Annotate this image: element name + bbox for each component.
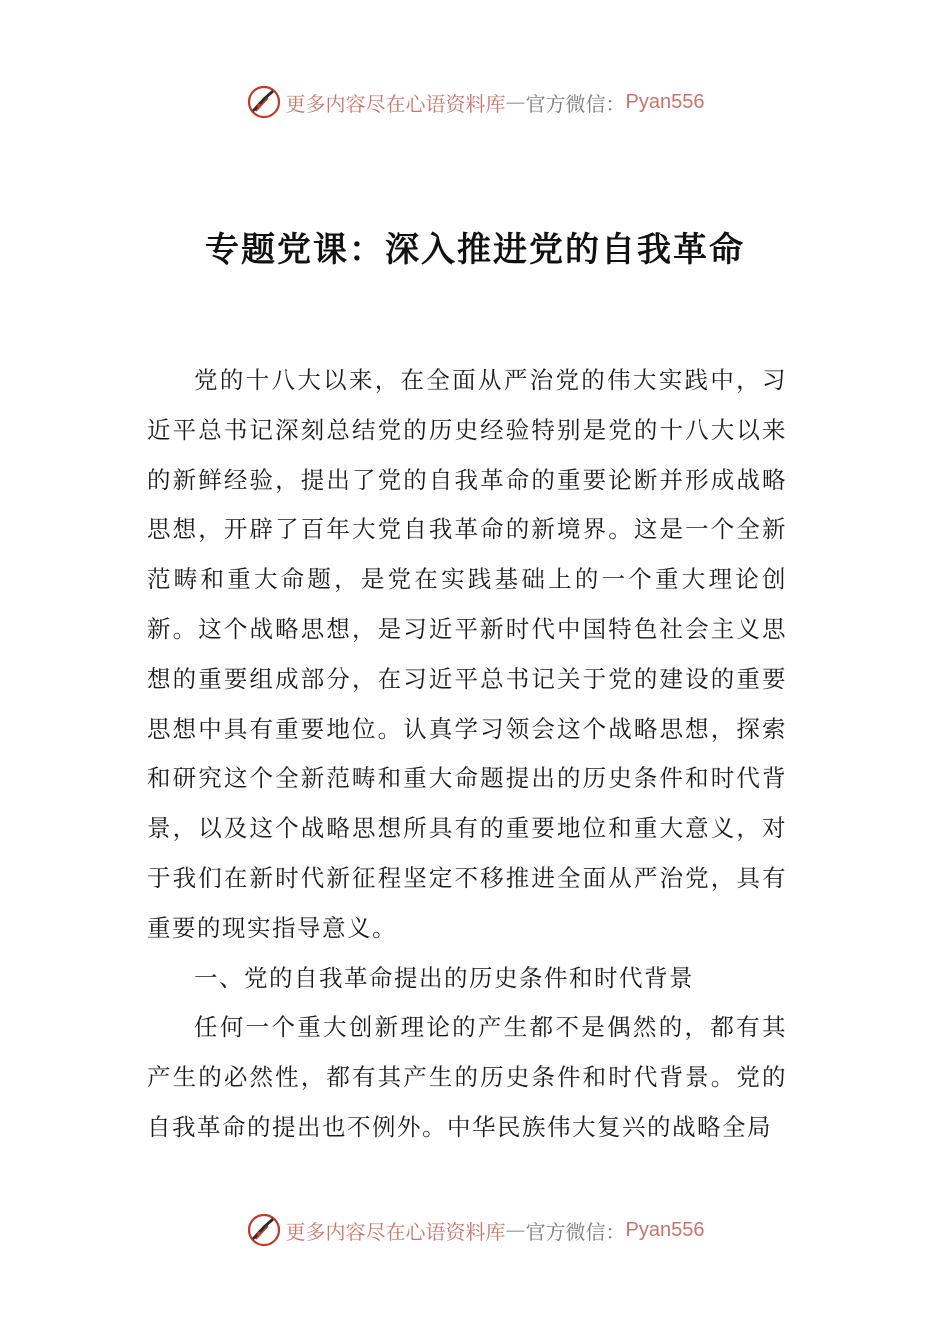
pen-logo-icon [246,84,282,120]
banner-wechat-label: 官方微信： [525,1219,626,1244]
section-heading: 一、党的自我革命提出的历史条件和时代背景 [194,963,694,992]
pen-logo-icon [246,1212,282,1248]
banner-wechat-id: Pyan556 [625,1218,705,1241]
document-title: 专题党课：深入推进党的自我革命 [205,230,745,270]
document-body [147,356,787,1153]
body-paragraph: 任何一个重大创新理论的产生都不是偶然的，都有其产生的必然性，都有其产生的历史条件和时代背景。党的自我革命的提出也不例外。中华民族伟大复兴的战略全局 [147,1013,787,1141]
banner-brand-text: 更多内容尽在心语资料库 [285,1219,506,1244]
header-banner [0,82,950,122]
banner-dash: — [505,1218,526,1242]
banner-wechat-label: 官方微信： [525,91,626,116]
footer-banner [0,1210,950,1250]
banner-brand-text: 更多内容尽在心语资料库 [285,91,506,116]
banner-wechat-id: Pyan556 [625,90,705,113]
body-paragraph: 党的十八大以来，在全面从严治党的伟大实践中，习近平总书记深刻总结党的历史经验特别是党的十八大以来的新鲜经验，提出了党的自我革命的重要论断并形成战略思想，开辟了百年大党自我革命的新境界。这是一个全新范畴和重大命题，是党在实践基础上的一个重大理论创新。这个战略思想，是习近平新时代中国特色社会主义思想的重要组成部分，在习近平总书记关于党的建设的重要思想中具有重要地位。认真学习领会这个战略思想，探索和研究这个全新范畴和重大命题提出的历史条件和时代背景，以及这个战略思想所具有的重要地位和重大意义，对于我们在新时代新征程坚定不移推进全面从严治党，具有重要的现实指导意义。 [147,366,787,942]
banner-dash: — [505,90,526,114]
